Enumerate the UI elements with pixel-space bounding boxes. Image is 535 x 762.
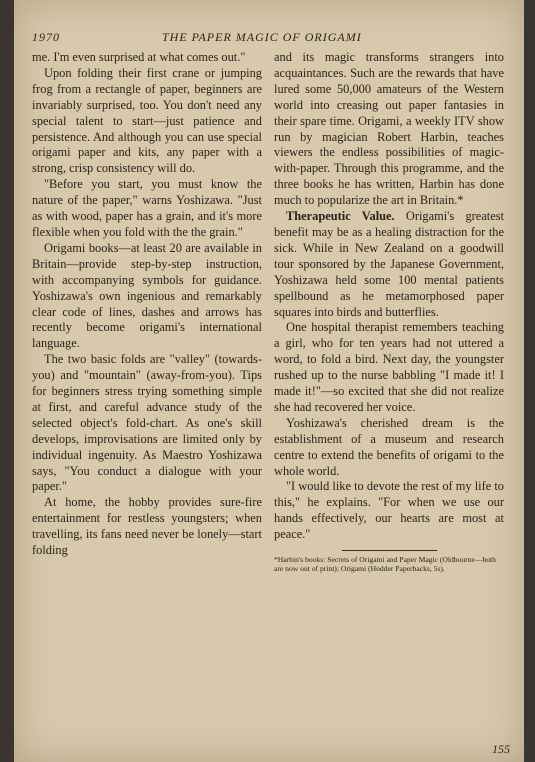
paragraph: Yoshizawa's cherished dream is the establishment of a museum and research centre to extend the benefits of origami to the whole world. <box>274 415 504 478</box>
paragraph-text: Origami's greatest benefit may be as a healing distraction for the sick. While in New Zealand on a goodwill tour sponsored by the Japanese Government, Yoshizawa held some 100 mental patients spellbound as he metamorphosed paper squares into birds and butterflies. <box>274 209 504 319</box>
paragraph <box>274 209 504 320</box>
paragraph: Origami books—at least 20 are available in Britain—provide step-by-step instruction, with accompanying symbols for guidance. Yoshizawa's own ingenious and remarkably clear code of lines, dashes and arrows has recently become origami's international language. <box>32 240 262 351</box>
paragraph: "I would like to devote the rest of my life to this," he explains. "For when we use our hands effectively, our hearts are most at peace." <box>274 479 504 542</box>
paragraph: The two basic folds are "valley" (towards-you) and "mountain" (away-from-you). Tips for beginners stress trying something simple at first, and careful advance study of the selected object's fold-chart. As one's skill develops, improvisations are limited only by individual ingenuity. As Maestro Yoshizawa says, "You conduct a dialogue with your paper." <box>32 352 262 494</box>
left-column <box>32 50 262 559</box>
issue-page-number: 1970 <box>32 30 60 44</box>
paragraph: "Before you start, you must know the nature of the paper," warns Yoshizawa. "Just as with wood, paper has a grain, and it's more flexible when you fold with the the grain." <box>32 177 262 239</box>
folio-page-number: 155 <box>492 742 510 756</box>
section-heading: Therapeutic Value. <box>286 209 395 224</box>
right-column <box>274 50 504 573</box>
running-title: THE PAPER MAGIC OF ORIGAMI <box>162 30 362 44</box>
paragraph: One hospital therapist remembers teaching a girl, who for ten years had not uttered a word, to fold a bird. Next day, the youngster rushed up to the nurse babbling "I made it! I made it!"—so excited that she did not realize she had recovered her voice. <box>274 320 504 414</box>
footnote: *Harbin's books: Secrets of Origami and Paper Magic (Oldbourne—both are now out of print); Origami (Hodder Paperbacks, 5s). <box>274 555 496 574</box>
paragraph: and its magic transforms strangers into acquaintances. Such are the rewards that have lured some 50,000 amateurs of the Western world into creasing out paper fantasies in their spare time. Origami, a weekly ITV show run by magician Robert Harbin, teaches viewers the endless possibilities of magic-with-paper. Through this programme, and the three books he has written, Harbin has done much to popularize the art in Britain.* <box>274 50 504 208</box>
running-head <box>32 30 510 46</box>
paragraph: me. I'm even surprised at what comes out." <box>32 50 246 64</box>
footnote-divider <box>342 550 437 551</box>
paragraph: At home, the hobby provides sure-fire entertainment for restless youngsters; when travelling, its fans need never be lonely—start folding <box>32 495 262 558</box>
paragraph: Upon folding their first crane or jumping frog from a rectangle of paper, beginners are invariably surprised, too. You don't need any special talent to start—just patience and persistence. And although you can use special origami paper and kits, any paper with a strong, crisp consistency will do. <box>32 65 262 176</box>
magazine-page <box>14 0 524 762</box>
